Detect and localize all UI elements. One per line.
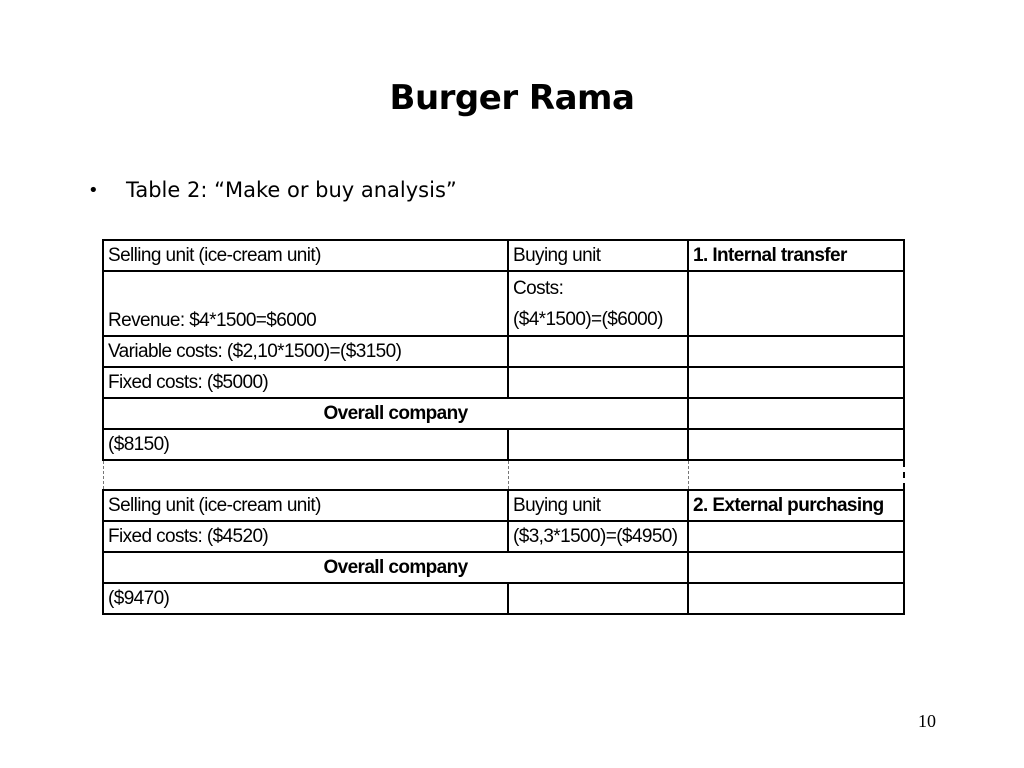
empty-cell <box>508 336 688 367</box>
table-row <box>103 490 904 521</box>
header-internal-transfer: 1. Internal transfer <box>688 240 904 271</box>
empty-cell <box>688 552 904 583</box>
table-row-spacer <box>103 460 904 490</box>
table-row <box>103 240 904 271</box>
overall-company-label: Overall company <box>103 552 688 583</box>
header-selling-unit: Selling unit (ice-cream unit) <box>103 490 508 521</box>
table-row <box>103 271 904 336</box>
overall-company-label: Overall company <box>103 398 688 429</box>
empty-cell <box>688 336 904 367</box>
slide-title: Burger Rama <box>389 78 635 118</box>
make-or-buy-table-wrap <box>102 239 905 615</box>
bullet-text: Table 2: “Make or buy analysis” <box>126 178 457 202</box>
table-row <box>103 336 904 367</box>
table-row <box>103 429 904 460</box>
revenue-cell: Revenue: $4*1500=$6000 <box>103 271 508 336</box>
table-row <box>103 521 904 552</box>
empty-cell <box>688 521 904 552</box>
bullet-item <box>88 178 457 202</box>
costs-label: Costs: <box>513 278 564 299</box>
table-row <box>103 552 904 583</box>
fixed-costs-cell: Fixed costs: ($5000) <box>103 367 508 398</box>
purchase-costs-cell: ($3,3*1500)=($4950) <box>508 521 688 552</box>
empty-cell <box>688 583 904 614</box>
page-number: 10 <box>918 711 936 731</box>
header-external-purchasing: 2. External purchasing <box>688 490 904 521</box>
header-buying-unit: Buying unit <box>508 240 688 271</box>
table-row <box>103 583 904 614</box>
empty-cell <box>508 583 688 614</box>
empty-cell <box>688 460 904 490</box>
table-row <box>103 398 904 429</box>
header-buying-unit: Buying unit <box>508 490 688 521</box>
empty-cell <box>688 398 904 429</box>
fixed-costs-cell: Fixed costs: ($4520) <box>103 521 508 552</box>
overall-company-value: ($9470) <box>103 583 508 614</box>
empty-cell <box>508 460 688 490</box>
make-or-buy-table <box>102 239 905 615</box>
variable-costs-cell: Variable costs: ($2,10*1500)=($3150) <box>103 336 508 367</box>
costs-value: ($4*1500)=($6000) <box>513 309 663 330</box>
empty-cell <box>688 271 904 336</box>
empty-cell <box>508 367 688 398</box>
empty-cell <box>103 460 508 490</box>
header-selling-unit: Selling unit (ice-cream unit) <box>103 240 508 271</box>
overall-company-value: ($8150) <box>103 429 508 460</box>
empty-cell <box>688 367 904 398</box>
costs-cell <box>508 271 688 336</box>
empty-cell <box>688 429 904 460</box>
empty-cell <box>508 429 688 460</box>
bullet-marker: • <box>88 179 99 201</box>
table-row <box>103 367 904 398</box>
